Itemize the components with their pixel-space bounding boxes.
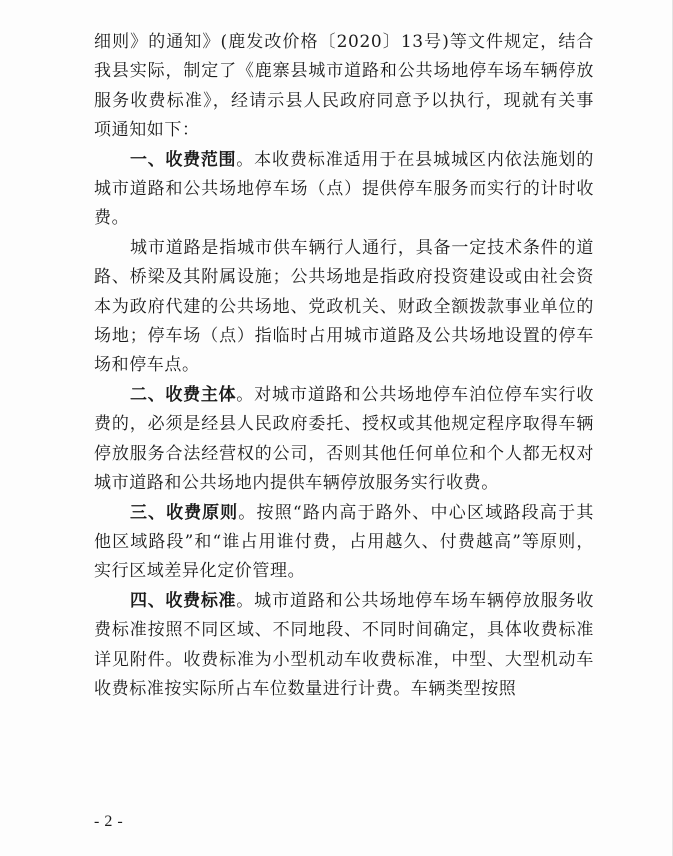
paragraph-fee-principle [94,499,594,587]
section-heading-fee-standard: 四、收费标准 [130,590,237,611]
paragraph-text: 。城市道路和公共场地停车场车辆停放服务收费标准按照不同区域、不同地段、不同时间确定，具体收费标准详见附件。收费标准为小型机动车收费标准，中型、大型机动车收费标准按实际所占车位数量进行计费。车辆类型按照 [94,590,595,699]
paragraph-intro [94,28,594,146]
paragraph-text: 。本收费标准适用于在县城城区内依法施划的城市道路和公共场地停车场（点）提供停车服务而实行的计时收费。 [94,149,595,229]
section-heading-fee-subject: 二、收费主体 [130,384,237,405]
paragraph-fee-scope [94,146,594,234]
paragraph-text: 城市道路是指城市供车辆行人通行，具备一定技术条件的道路、桥梁及其附属设施；公共场地是指政府投资建设或由社会资本为政府代建的公共场地、党政机关、财政全额拨款事业单位的场地；停车场（点）指临时占用城市道路及公共场地设置的停车场和停车点。 [94,237,594,376]
paragraph-text: 。对城市道路和公共场地停车泊位停车实行收费的，必须是经县人民政府委托、授权或其他规定程序取得车辆停放服务合法经营权的公司，否则其他任何单位和个人都无权对城市道路和公共场地内提供车辆停放服务实行收费。 [94,384,595,494]
document-body [94,28,594,704]
section-heading-fee-principle: 三、收费原则 [130,502,239,523]
paragraph-fee-subject [94,381,594,499]
paragraph-text: 。按照“路内高于路外、中心区域路段高于其他区域路段”和“谁占用谁付费，占用越久、付费越高”等原则，实行区域差异化定价管理。 [94,502,594,582]
page-number: - 2 - [94,813,124,830]
paragraph-fee-standard [94,587,594,705]
paragraph-text: 细则》的通知》(鹿发改价格〔2020〕13号)等文件规定，结合我县实际，制定了《鹿寨县城市道路和公共场地停车场车辆停放服务收费标准》，经请示县人民政府同意予以执行，现就有关事项通知如下： [94,32,594,141]
section-heading-fee-scope: 一、收费范围 [130,149,237,170]
paragraph-definitions [94,234,594,381]
